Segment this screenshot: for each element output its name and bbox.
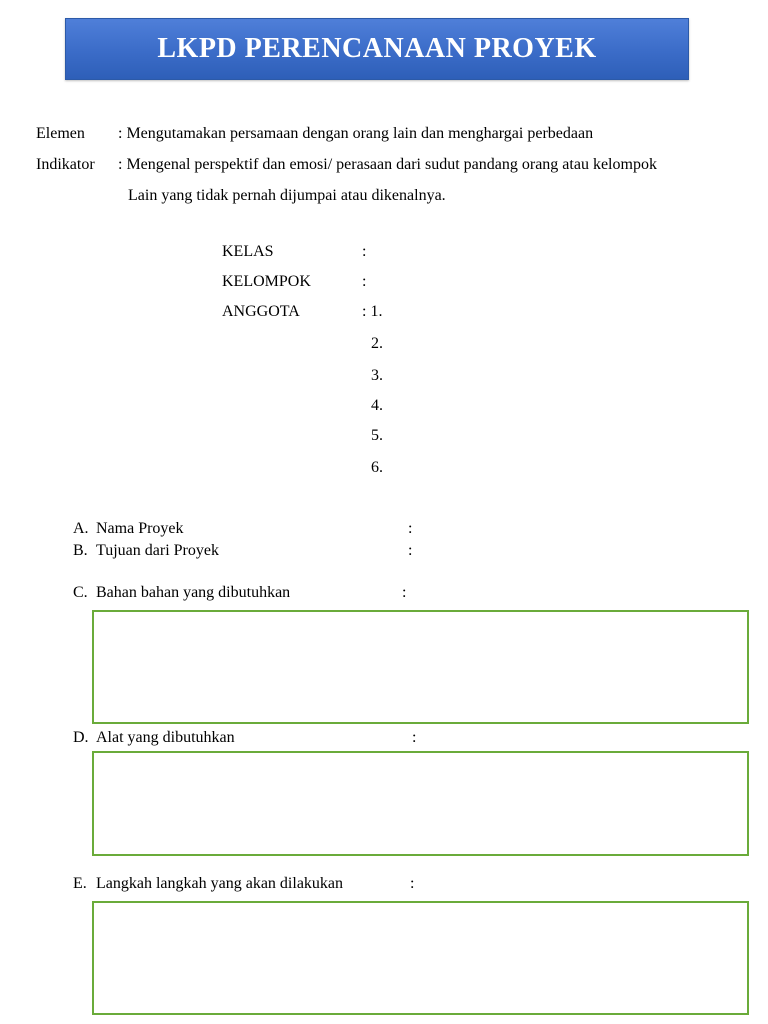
elemen-value: : Mengutamakan persamaan dengan orang lain dan menghargai perbedaan (118, 125, 594, 142)
bahan-answer-box[interactable] (92, 610, 749, 724)
anggota-label: ANGGOTA (222, 303, 300, 320)
anggota-number-6: 6. (371, 459, 383, 476)
section-c-text: Bahan bahan yang dibutuhkan (96, 584, 291, 601)
kelompok-label: KELOMPOK (222, 273, 311, 290)
section-c-colon: : (402, 584, 407, 601)
page-title: LKPD PERENCANAAN PROYEK (157, 33, 597, 64)
anggota-number-3: 3. (371, 367, 383, 384)
alat-answer-box[interactable] (92, 751, 749, 856)
anggota-number-1: : 1. (362, 303, 383, 320)
title-banner (65, 18, 689, 80)
section-b-label: B. (73, 542, 88, 559)
indikator-continuation: Lain yang tidak pernah dijumpai atau dikenalnya. (128, 187, 446, 204)
section-e-colon: : (410, 875, 415, 892)
indikator-value: : Mengenal perspektif dan emosi/ perasaan dari sudut pandang orang atau kelompok (118, 156, 657, 173)
anggota-number-2: 2. (371, 335, 383, 352)
section-a-label: A. (73, 520, 89, 537)
section-e-text: Langkah langkah yang akan dilakukan (96, 875, 344, 892)
section-b-text: Tujuan dari Proyek (96, 542, 219, 559)
indikator-label: Indikator (36, 156, 95, 173)
section-e-label: E. (73, 875, 87, 892)
elemen-label: Elemen (36, 125, 85, 142)
section-c-label: C. (73, 584, 88, 601)
section-a-text: Nama Proyek (96, 520, 184, 537)
section-a-colon: : (408, 520, 413, 537)
section-b-colon: : (408, 542, 413, 559)
kelas-colon: : (362, 243, 367, 260)
section-d-text: Alat yang dibutuhkan (96, 729, 235, 746)
anggota-number-4: 4. (371, 397, 383, 414)
section-d-colon: : (412, 729, 417, 746)
kelas-label: KELAS (222, 243, 274, 260)
langkah-answer-box[interactable] (92, 901, 749, 1015)
section-d-label: D. (73, 729, 89, 746)
kelompok-colon: : (362, 273, 367, 290)
anggota-number-5: 5. (371, 427, 383, 444)
